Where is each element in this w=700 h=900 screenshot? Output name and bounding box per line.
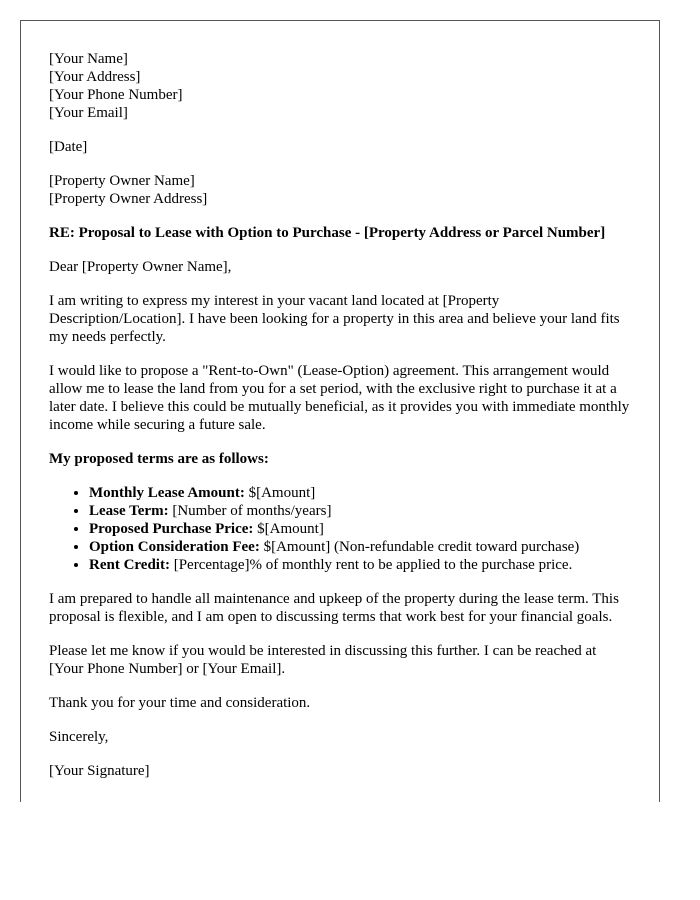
terms-list <box>49 484 631 574</box>
recipient-address: [Property Owner Address] <box>49 191 208 207</box>
sender-name: [Your Name] <box>49 51 128 67</box>
recipient-name: [Property Owner Name] <box>49 173 195 189</box>
closing-paragraph: Please let me know if you would be interested in discussing this further. I can be reached at [Your Phone Number] or [Your Email]. <box>49 643 597 677</box>
body-paragraph: I am writing to express my interest in your vacant land located at [Property Description/Location]. I have been looking for a property in this area and believe your land fits my needs perfectly. <box>49 293 620 345</box>
recipient-block <box>49 172 631 208</box>
terms-heading <box>49 450 631 468</box>
list-item <box>89 520 631 538</box>
body-paragraph: I would like to propose a "Rent-to-Own" (Lease-Option) agreement. This arrangement would allow me to lease the land from you for a set period, with the exclusive right to purchase it at a later date. I believe this could be mutually beneficial, as it provides you with immediate monthly income while securing a future sale. <box>49 363 630 433</box>
subject-text: RE: Proposal to Lease with Option to Purchase - [Property Address or Parcel Number] <box>49 225 606 241</box>
term-label: Monthly Lease Amount: <box>89 485 245 501</box>
term-value: $[Amount] <box>244 485 316 501</box>
signature: [Your Signature] <box>49 763 150 779</box>
list-item <box>89 556 631 574</box>
closing-paragraph: Thank you for your time and consideration. <box>49 695 311 711</box>
term-value: [Number of months/years] <box>168 503 332 519</box>
list-item <box>89 538 631 556</box>
subject-line <box>49 224 631 242</box>
sender-phone: [Your Phone Number] <box>49 87 183 103</box>
letter-page <box>20 20 660 802</box>
signoff: Sincerely, <box>49 729 109 745</box>
letter-date: [Date] <box>49 139 88 155</box>
term-label: Proposed Purchase Price: <box>89 521 254 537</box>
sender-email: [Your Email] <box>49 105 128 121</box>
letter-content <box>21 21 659 780</box>
salutation: Dear [Property Owner Name], <box>49 259 232 275</box>
terms-heading-text: My proposed terms are as follows: <box>49 451 269 467</box>
sender-block <box>49 50 631 122</box>
list-item <box>89 502 631 520</box>
term-value: $[Amount] (Non-refundable credit toward purchase) <box>259 539 580 555</box>
term-label: Option Consideration Fee: <box>89 539 260 555</box>
closing-paragraph: I am prepared to handle all maintenance and upkeep of the property during the lease term. This proposal is flexible, and I am open to discussing terms that work best for your financial goals. <box>49 591 619 625</box>
term-label: Lease Term: <box>89 503 169 519</box>
sender-address: [Your Address] <box>49 69 141 85</box>
term-label: Rent Credit: <box>89 557 170 573</box>
term-value: $[Amount] <box>253 521 324 537</box>
term-value: [Percentage]% of monthly rent to be applied to the purchase price. <box>169 557 573 573</box>
list-item <box>89 484 631 502</box>
